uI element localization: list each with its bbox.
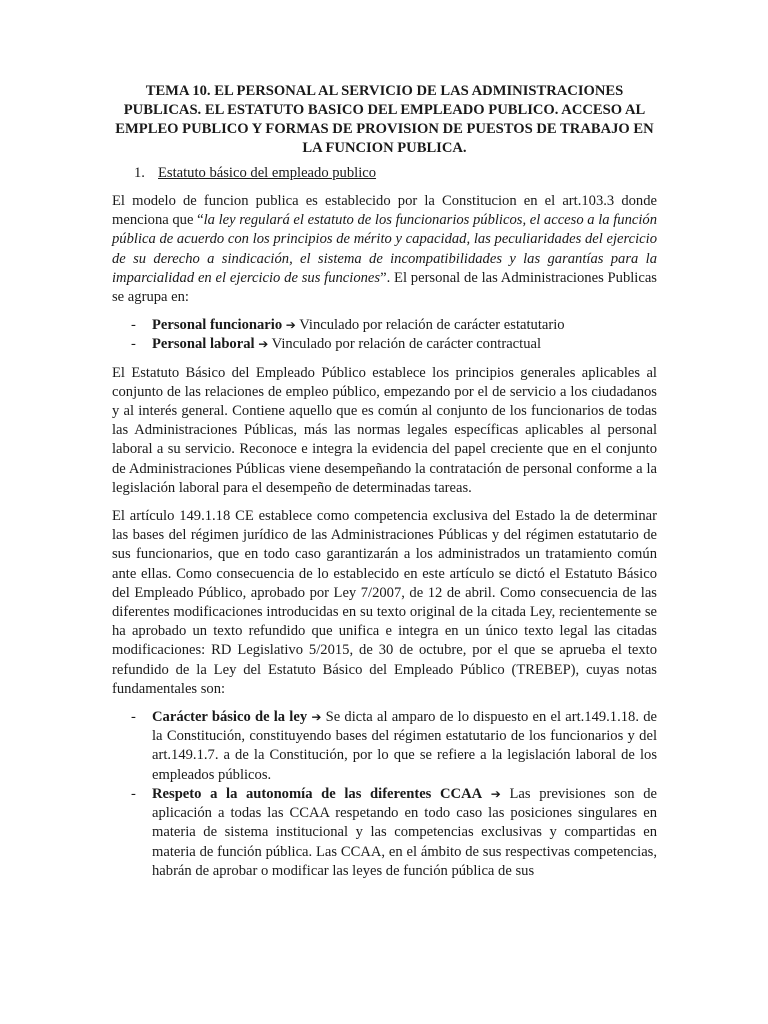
dash-marker: - (131, 317, 136, 334)
document-title: TEMA 10. EL PERSONAL AL SERVICIO DE LAS ADMINISTRACIONES PUBLICAS. EL ESTATUTO BASICO DEL EMPLEADO PUBLICO. ACCESO AL EMPLEO PUBLICO Y FORMAS DE PROVISION DE PUESTOS DE TRABAJO EN LA FUNCION PUBLICA. (115, 83, 654, 156)
paragraph-constitution (112, 192, 657, 307)
paragraph-articulo: El artículo 149.1.18 CE establece como competencia exclusiva del Estado la de determinar las bases del régimen jurídico de las Administraciones Públicas y del régimen estatutario de sus funcionarios, que en todo caso garantizarán a los administrados un tratamiento común ante ellas. Como consecuencia de lo establecido en este artículo se dictó el Estatuto Básico del Empleado Público, aprobado por Ley 7/2007, de 12 de abril. Como consecuencia de las diferentes modificaciones introducidas en su texto original de la citada Ley, recientemente se ha aprobado un texto refundido que unifica e integra en un único texto legal las citadas modificaciones: RD Legislativo 5/2015, de 30 de octubre, por el que se aprueba el texto refundido de la Ley del Estatuto Básico del Empleado Público (TREBEP), cuyas notas fundamentales son: (112, 508, 657, 697)
paragraph-intro: El modelo de funcion publica es establecido por la Constitucion en el art.103.3 donde menciona que “ (112, 193, 657, 229)
list-text: Se dicta al amparo de lo dispuesto en el art.149.1.18. de la Constitución, constituyendo bases del régimen estatutario de los funcionarios y del art.149.1.7. a de la Constitución, por lo que se refiere a la legislación laboral de los empleados públicos. (152, 709, 657, 783)
section-heading (112, 164, 657, 183)
list-text: Las previsiones son de aplicación a todas las CCAA respetando en todo caso las posiciones singulares en materia de sistema institucional y las competencias exclusivas y compartidas en materia de función pública. Las CCAA, en el ámbito de sus respectivas competencias, habrán de aprobar o modificar las leyes de función pública de sus (152, 785, 657, 879)
arrow-right-icon: ➔ (258, 337, 269, 352)
dash-marker: - (131, 336, 136, 353)
paragraph-estatuto: El Estatuto Básico del Empleado Público establece los principios generales aplicables al conjunto de las relaciones de empleo público, empezando por el de servicio a los ciudadanos y al interés general. Contiene aquello que es común al conjunto de los funcionarios de todas las Administraciones Públicas, más las normas legales específicas aplicables al personal laboral a su servicio. Reconoce e integra la evidencia del papel creciente que en el conjunto de Administraciones Públicas viene desempeñando la contratación de personal conforme a la legislación laboral para el desempeño de determinadas tareas. (112, 364, 657, 496)
section-title: Estatuto básico del empleado publico (158, 165, 377, 181)
arrow-right-icon: ➔ (490, 786, 501, 801)
list-term: Carácter básico de la ley (152, 709, 308, 726)
list-item (112, 316, 657, 335)
list-item (112, 708, 657, 785)
list-term: Personal funcionario (152, 317, 283, 334)
constitution-quote: la ley regulará el estatuto de los funcionarios públicos, el acceso a la función pública de acuerdo con los principios de mérito y capacidad, las peculiaridades del ejercicio de su derecho a sindicación, el sistema de incompatibilidades y las garantías para la imparcialidad en el ejercicio de sus funciones (112, 212, 657, 286)
arrow-right-icon: ➔ (285, 318, 296, 333)
arrow-right-icon: ➔ (311, 710, 322, 725)
fundamental-notes-list (112, 708, 657, 881)
list-term: Personal laboral (152, 336, 255, 353)
personnel-types-list (112, 316, 657, 354)
list-item (112, 335, 657, 354)
dash-marker: - (131, 709, 136, 726)
section-number: 1. (134, 165, 145, 181)
list-text: Vinculado por relación de carácter contractual (268, 336, 542, 353)
list-text: Vinculado por relación de carácter estatutario (295, 317, 565, 334)
list-term: Respeto a la autonomía de las diferentes CCAA (152, 785, 483, 802)
list-item (112, 785, 657, 881)
dash-marker: - (131, 785, 136, 802)
paragraph-outro: ”. El personal de las Administraciones Publicas se agrupa en: (112, 269, 657, 306)
